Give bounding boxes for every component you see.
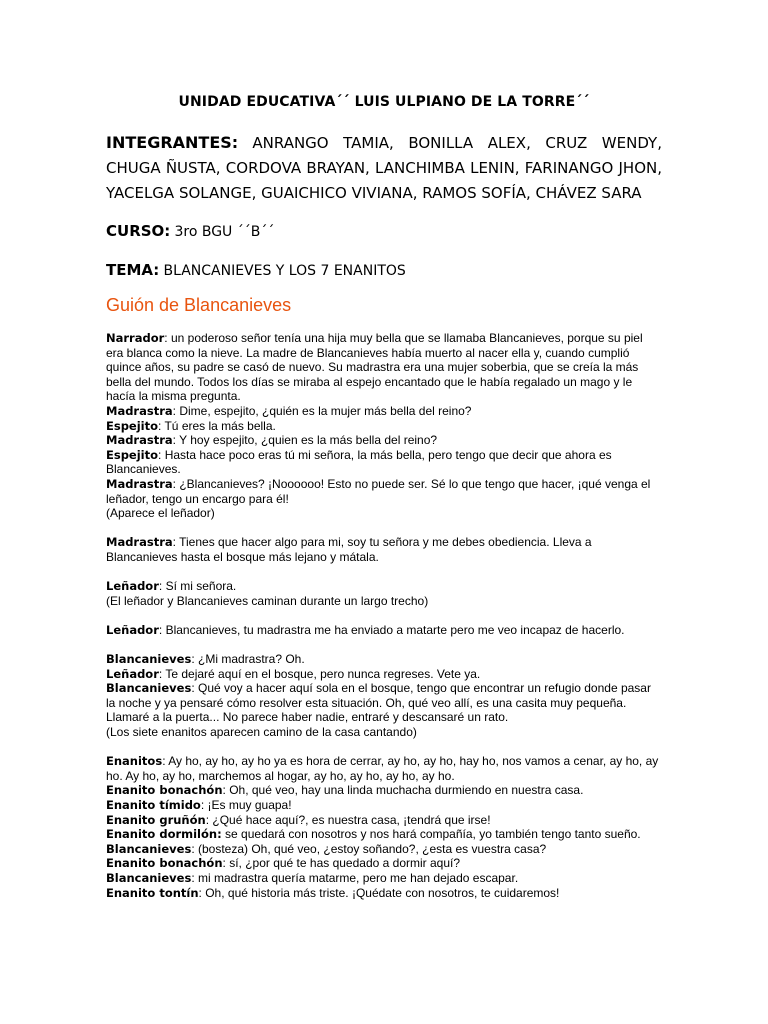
speaker-separator: : xyxy=(191,841,195,856)
dialogue-text: se quedará con nosotros y nos hará compañía, yo también tengo tanto sueño. xyxy=(221,827,641,842)
curso-value: 3ro BGU ´´B´´ xyxy=(174,224,275,240)
script-line xyxy=(106,404,662,419)
dialogue-text: Sí mi señora. xyxy=(162,579,237,594)
dialogue-text: (El leñador y Blancanieves caminan durante un largo trecho) xyxy=(106,593,429,608)
script-line xyxy=(106,871,662,886)
speaker-separator: : xyxy=(158,447,162,462)
school-title: UNIDAD EDUCATIVA´´ LUIS ULPIANO DE LA TORRE´´ xyxy=(178,94,590,110)
dialogue-text: mi madrastra quería matarme, pero me han dejado escapar. xyxy=(194,870,519,885)
speaker-name: Leñador xyxy=(106,666,159,681)
speaker-name: Enanito gruñón xyxy=(106,812,206,827)
script-line xyxy=(106,477,662,506)
speaker-name: Blancanieves xyxy=(106,681,192,696)
dialogue-text: (Aparece el leñador) xyxy=(106,506,215,521)
speaker-separator: : xyxy=(162,754,166,769)
script-line xyxy=(106,725,662,740)
speaker-separator: : xyxy=(191,681,195,696)
speaker-separator: : xyxy=(158,622,163,637)
script-line xyxy=(106,506,662,521)
speaker-name: Blancanieves xyxy=(106,841,192,856)
speaker-name: Espejito xyxy=(106,418,159,433)
speaker-separator: : xyxy=(172,403,176,418)
dialogue-text: Blancanieves, tu madrastra me ha enviado a matarte pero me veo incapaz de hacerlo. xyxy=(162,622,625,637)
script-body xyxy=(106,331,662,900)
dialogue-text: ¿Qué hace aquí?, es nuestra casa, ¡tendrá que irse! xyxy=(209,812,491,827)
dialogue-text: Qué voy a hacer aquí sola en el bosque, tengo que encontrar un refugio donde pasar la noche y ya pensaré cómo resolver esta situación. Oh, qué veo allí, es una casita muy pequeña. Llamaré a la puerta... No parece haber nadie, entraré y descansaré un rato. xyxy=(106,681,651,725)
script-line xyxy=(106,623,662,638)
script-line xyxy=(106,667,662,682)
curso-label: CURSO: xyxy=(106,222,171,240)
dialogue-text: Tienes que hacer algo para mi, soy tu señora y me debes obediencia. Lleva a Blancanieves hasta el bosque más lejano y mátala. xyxy=(106,535,592,564)
speaker-separator: : xyxy=(222,856,226,871)
script-line xyxy=(106,652,662,667)
tema-section xyxy=(106,261,662,279)
script-line xyxy=(106,681,662,725)
curso-section xyxy=(106,222,662,240)
speaker-separator: : xyxy=(205,812,210,827)
script-line xyxy=(106,754,662,783)
speaker-separator: : xyxy=(158,579,163,594)
dialogue-text: (bosteza) Oh, qué veo, ¿estoy soñando?, ¿esta es vuestra casa? xyxy=(194,841,547,856)
dialogue-text: ¿Blancanieves? ¡Noooooo! Esto no puede ser. Sé lo que tengo que hacer, ¡qué venga el leñador, tengo un encargo para él! xyxy=(106,476,651,506)
script-line xyxy=(106,856,662,871)
dialogue-text: Ay ho, ay ho, ay ho ya es hora de cerrar, ay ho, ay ho, hay ho, nos vamos a cenar, ay ho, ay ho. Ay ho, ay ho, marchemos al hogar, ay ho, ay ho, ay ho, ay ho. xyxy=(106,754,659,783)
integrantes-label: INTEGRANTES: xyxy=(106,133,239,152)
speaker-separator: : xyxy=(191,870,195,885)
speaker-separator: : xyxy=(191,652,195,667)
script-line xyxy=(106,433,662,448)
dialogue-text: Tú eres la más bella. xyxy=(161,418,276,433)
speaker-name: Madrastra xyxy=(106,433,173,448)
script-line xyxy=(106,783,662,798)
script-line xyxy=(106,886,662,901)
speaker-name: Narrador xyxy=(106,331,165,345)
speaker-separator: : xyxy=(200,798,205,812)
speaker-name: Blancanieves xyxy=(106,870,192,885)
paragraph-gap xyxy=(106,608,662,623)
paragraph-gap xyxy=(106,637,662,652)
speaker-name: Madrastra xyxy=(106,535,173,550)
speaker-separator: : xyxy=(198,885,202,900)
script-line xyxy=(106,842,662,857)
dialogue-text: un poderoso señor tenía una hija muy bella que se llamaba Blancanieves, porque su piel era blanca como la nieve. La madre de Blancanieves había muerto al nacer ella y, cuando cumplió quince años, su padre se casó de nuevo. Su madrastra era una mujer soberbia, que se creía la más bella del mundo. Todos los días se miraba al espejo encantado que le había regalado un mago y le hacía la misma pregunta. xyxy=(106,331,643,404)
tema-value: BLANCANIEVES Y LOS 7 ENANITOS xyxy=(163,263,406,279)
speaker-separator: : xyxy=(222,783,226,798)
script-line xyxy=(106,448,662,477)
speaker-name: Madrastra xyxy=(106,476,173,491)
speaker-name: Leñador xyxy=(106,622,159,637)
speaker-separator: : xyxy=(158,666,163,681)
dialogue-text: (Los siete enanitos aparecen camino de la casa cantando) xyxy=(106,725,417,740)
speaker-name: Enanito dormilón: xyxy=(106,827,222,842)
speaker-separator: : xyxy=(164,331,168,345)
speaker-separator: : xyxy=(158,418,162,433)
script-line xyxy=(106,419,662,434)
speaker-name: Madrastra xyxy=(106,403,173,418)
speaker-separator: : xyxy=(172,476,176,491)
paragraph-gap xyxy=(106,521,662,536)
paragraph-gap xyxy=(106,565,662,580)
integrantes-value: ANRANGO TAMIA, BONILLA ALEX, CRUZ WENDY, CHUGA ÑUSTA, CORDOVA BRAYAN, LANCHIMBA LENIN, FARINANGO JHON, YACELGA SOLANGE, GUAICHICO VIVIANA, RAMOS SOFÍA, CHÁVEZ SARA xyxy=(106,134,662,202)
speaker-name: Blancanieves xyxy=(106,652,192,667)
dialogue-text: Oh, qué historia más triste. ¡Quédate con nosotros, te cuidaremos! xyxy=(201,885,560,900)
script-line xyxy=(106,594,662,609)
script-line xyxy=(106,331,662,404)
speaker-name: Enanito bonachón xyxy=(106,783,223,798)
dialogue-text: Te dejaré aquí en el bosque, pero nunca regreses. Vete ya. xyxy=(162,666,481,681)
speaker-name: Enanito tímido xyxy=(106,798,201,812)
dialogue-text: Y hoy espejito, ¿quien es la más bella del reino? xyxy=(176,433,438,448)
speaker-name: Enanito tontín xyxy=(106,885,199,900)
speaker-name: Espejito xyxy=(106,447,159,462)
speaker-separator: : xyxy=(172,535,176,550)
speaker-name: Enanitos xyxy=(106,754,163,769)
speaker-name: Leñador xyxy=(106,579,159,594)
script-heading: Guión de Blancanieves xyxy=(106,295,292,315)
dialogue-text: sí, ¿por qué te has quedado a dormir aquí? xyxy=(225,856,461,871)
integrantes-section xyxy=(106,130,662,206)
script-line xyxy=(106,535,662,564)
script-line xyxy=(106,813,662,828)
speaker-separator: : xyxy=(172,433,176,448)
dialogue-text: Oh, qué veo, hay una linda muchacha durmiendo en nuestra casa. xyxy=(225,783,584,798)
script-line xyxy=(106,827,662,842)
script-line xyxy=(106,579,662,594)
tema-label: TEMA: xyxy=(106,261,160,279)
script-line xyxy=(106,798,662,813)
dialogue-text: Hasta hace poco eras tú mi señora, la más bella, pero tengo que decir que ahora es Blancanieves. xyxy=(106,447,612,477)
dialogue-text: ¿Mi madrastra? Oh. xyxy=(194,652,305,667)
dialogue-text: ¡Es muy guapa! xyxy=(204,798,292,812)
paragraph-gap xyxy=(106,740,662,755)
dialogue-text: Dime, espejito, ¿quién es la mujer más bella del reino? xyxy=(176,403,472,418)
speaker-name: Enanito bonachón xyxy=(106,856,223,871)
